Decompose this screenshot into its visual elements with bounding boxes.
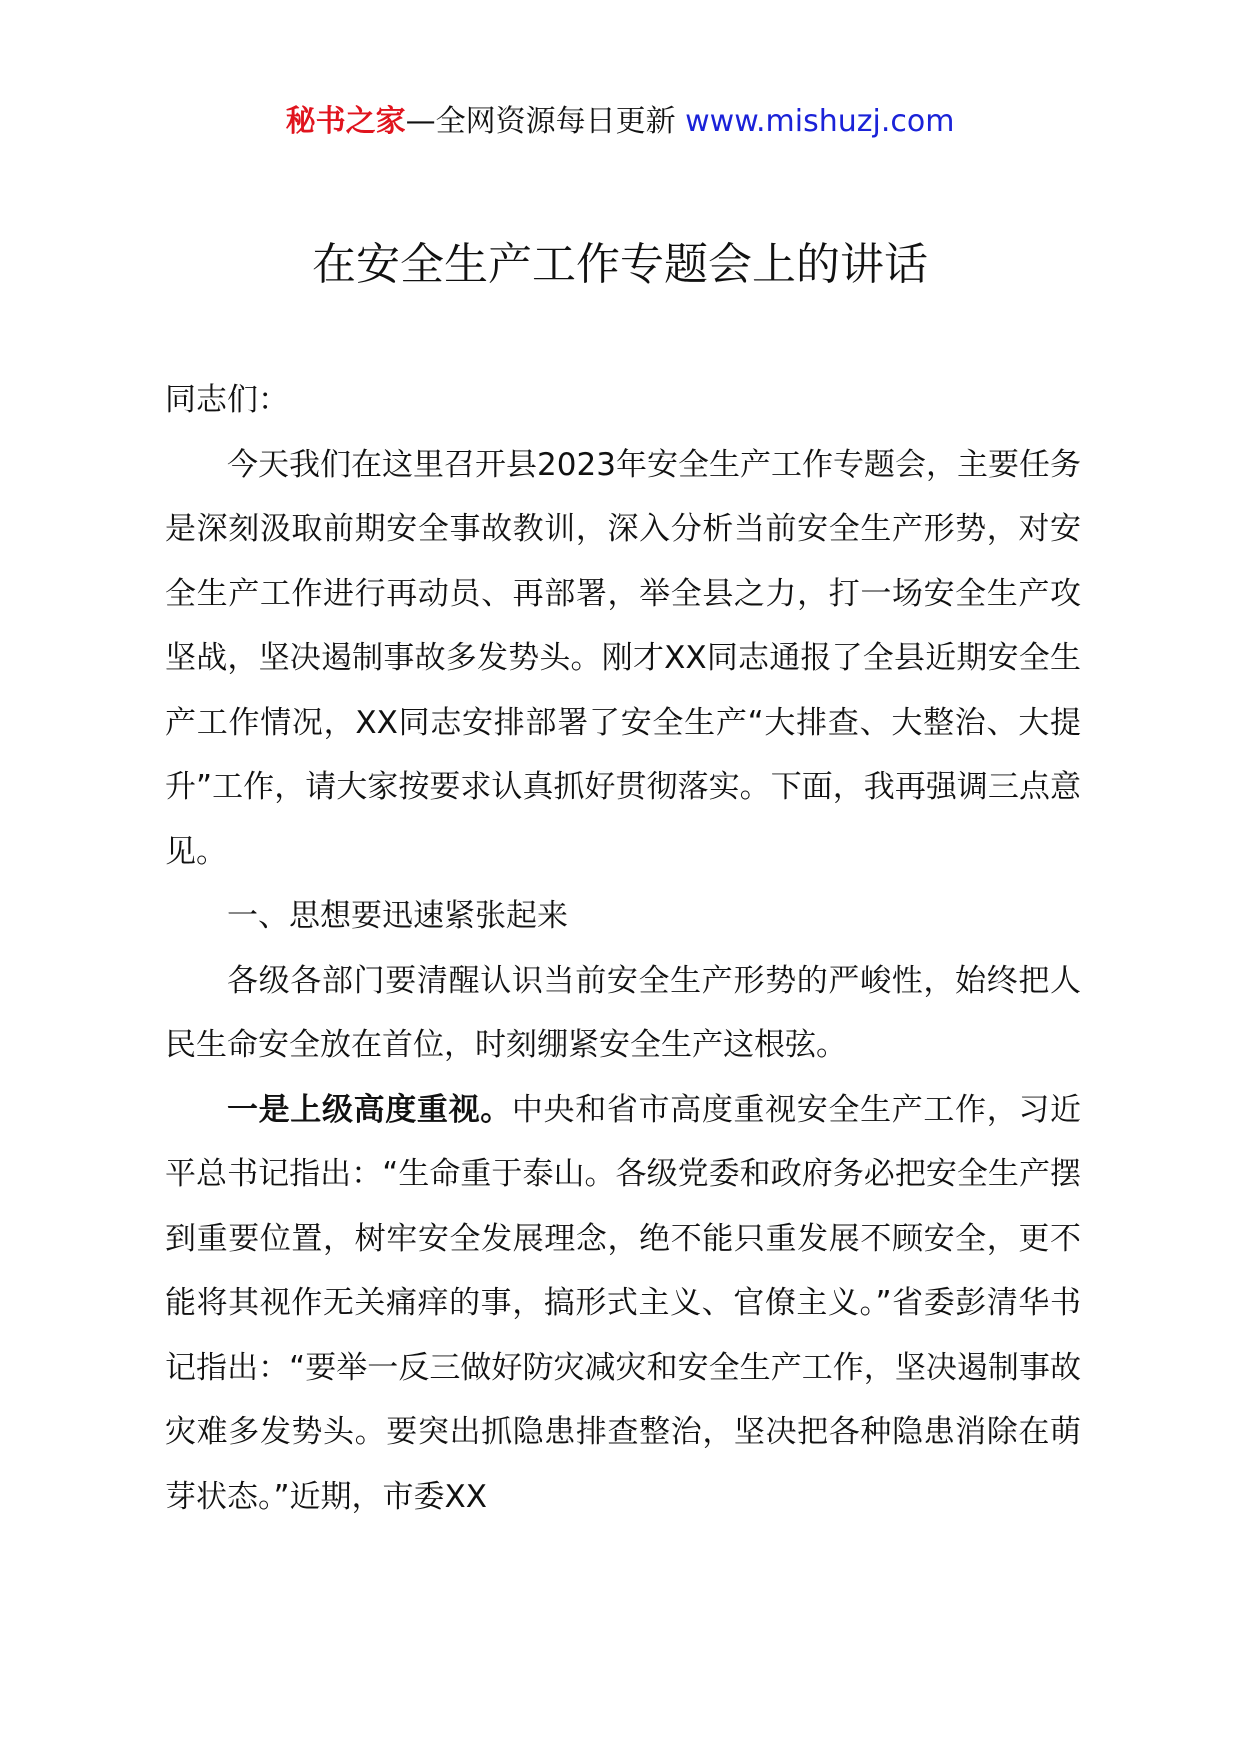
document-title: 在安全生产工作专题会上的讲话: [312, 239, 928, 290]
site-url-link[interactable]: www.mishuzj.com: [685, 104, 955, 139]
header-tagline: —全网资源每日更新: [405, 104, 676, 139]
site-header: [0, 100, 1240, 144]
paragraph-awareness: 各级各部门要清醒认识当前安全生产形势的严峻性，始终把人民生命安全放在首位，时刻绷紧安全生产这根弦。: [165, 962, 1081, 1063]
paragraph-point-one: [165, 1078, 1081, 1530]
point-one-lead: 一是上级高度重视。: [227, 1091, 512, 1128]
brand-name: 秘书之家: [285, 104, 406, 139]
document-body: [165, 368, 1081, 1529]
salutation: 同志们：: [165, 382, 289, 418]
paragraph-intro: 今天我们在这里召开县2023年安全生产工作专题会，主要任务是深刻汲取前期安全事故教训，深入分析当前安全生产形势，对安全生产工作进行再动员、再部署，举全县之力，打一场安全生产攻坚战，坚决遏制事故多发势头。刚才XX同志通报了全县近期安全生产工作情况，XX同志安排部署了安全生产“大排查、大整治、大提升”工作，请大家按要求认真抓好贯彻落实。下面，我再强调三点意见。: [165, 446, 1081, 870]
point-one-body: 中央和省市高度重视安全生产工作，习近平总书记指出：“生命重于泰山。各级党委和政府务必把安全生产摆到重要位置，树牢安全发展理念，绝不能只重发展不顾安全，更不能将其视作无关痛痒的事，搞形式主义、官僚主义。”省委彭清华书记指出：“要举一反三做好防灾减灾和安全生产工作，坚决遏制事故灾难多发势头。要突出抓隐患排查整治，坚决把各种隐患消除在萌芽状态。”近期，市委XX: [165, 1091, 1082, 1515]
section-heading: 一、思想要迅速紧张起来: [227, 898, 568, 934]
